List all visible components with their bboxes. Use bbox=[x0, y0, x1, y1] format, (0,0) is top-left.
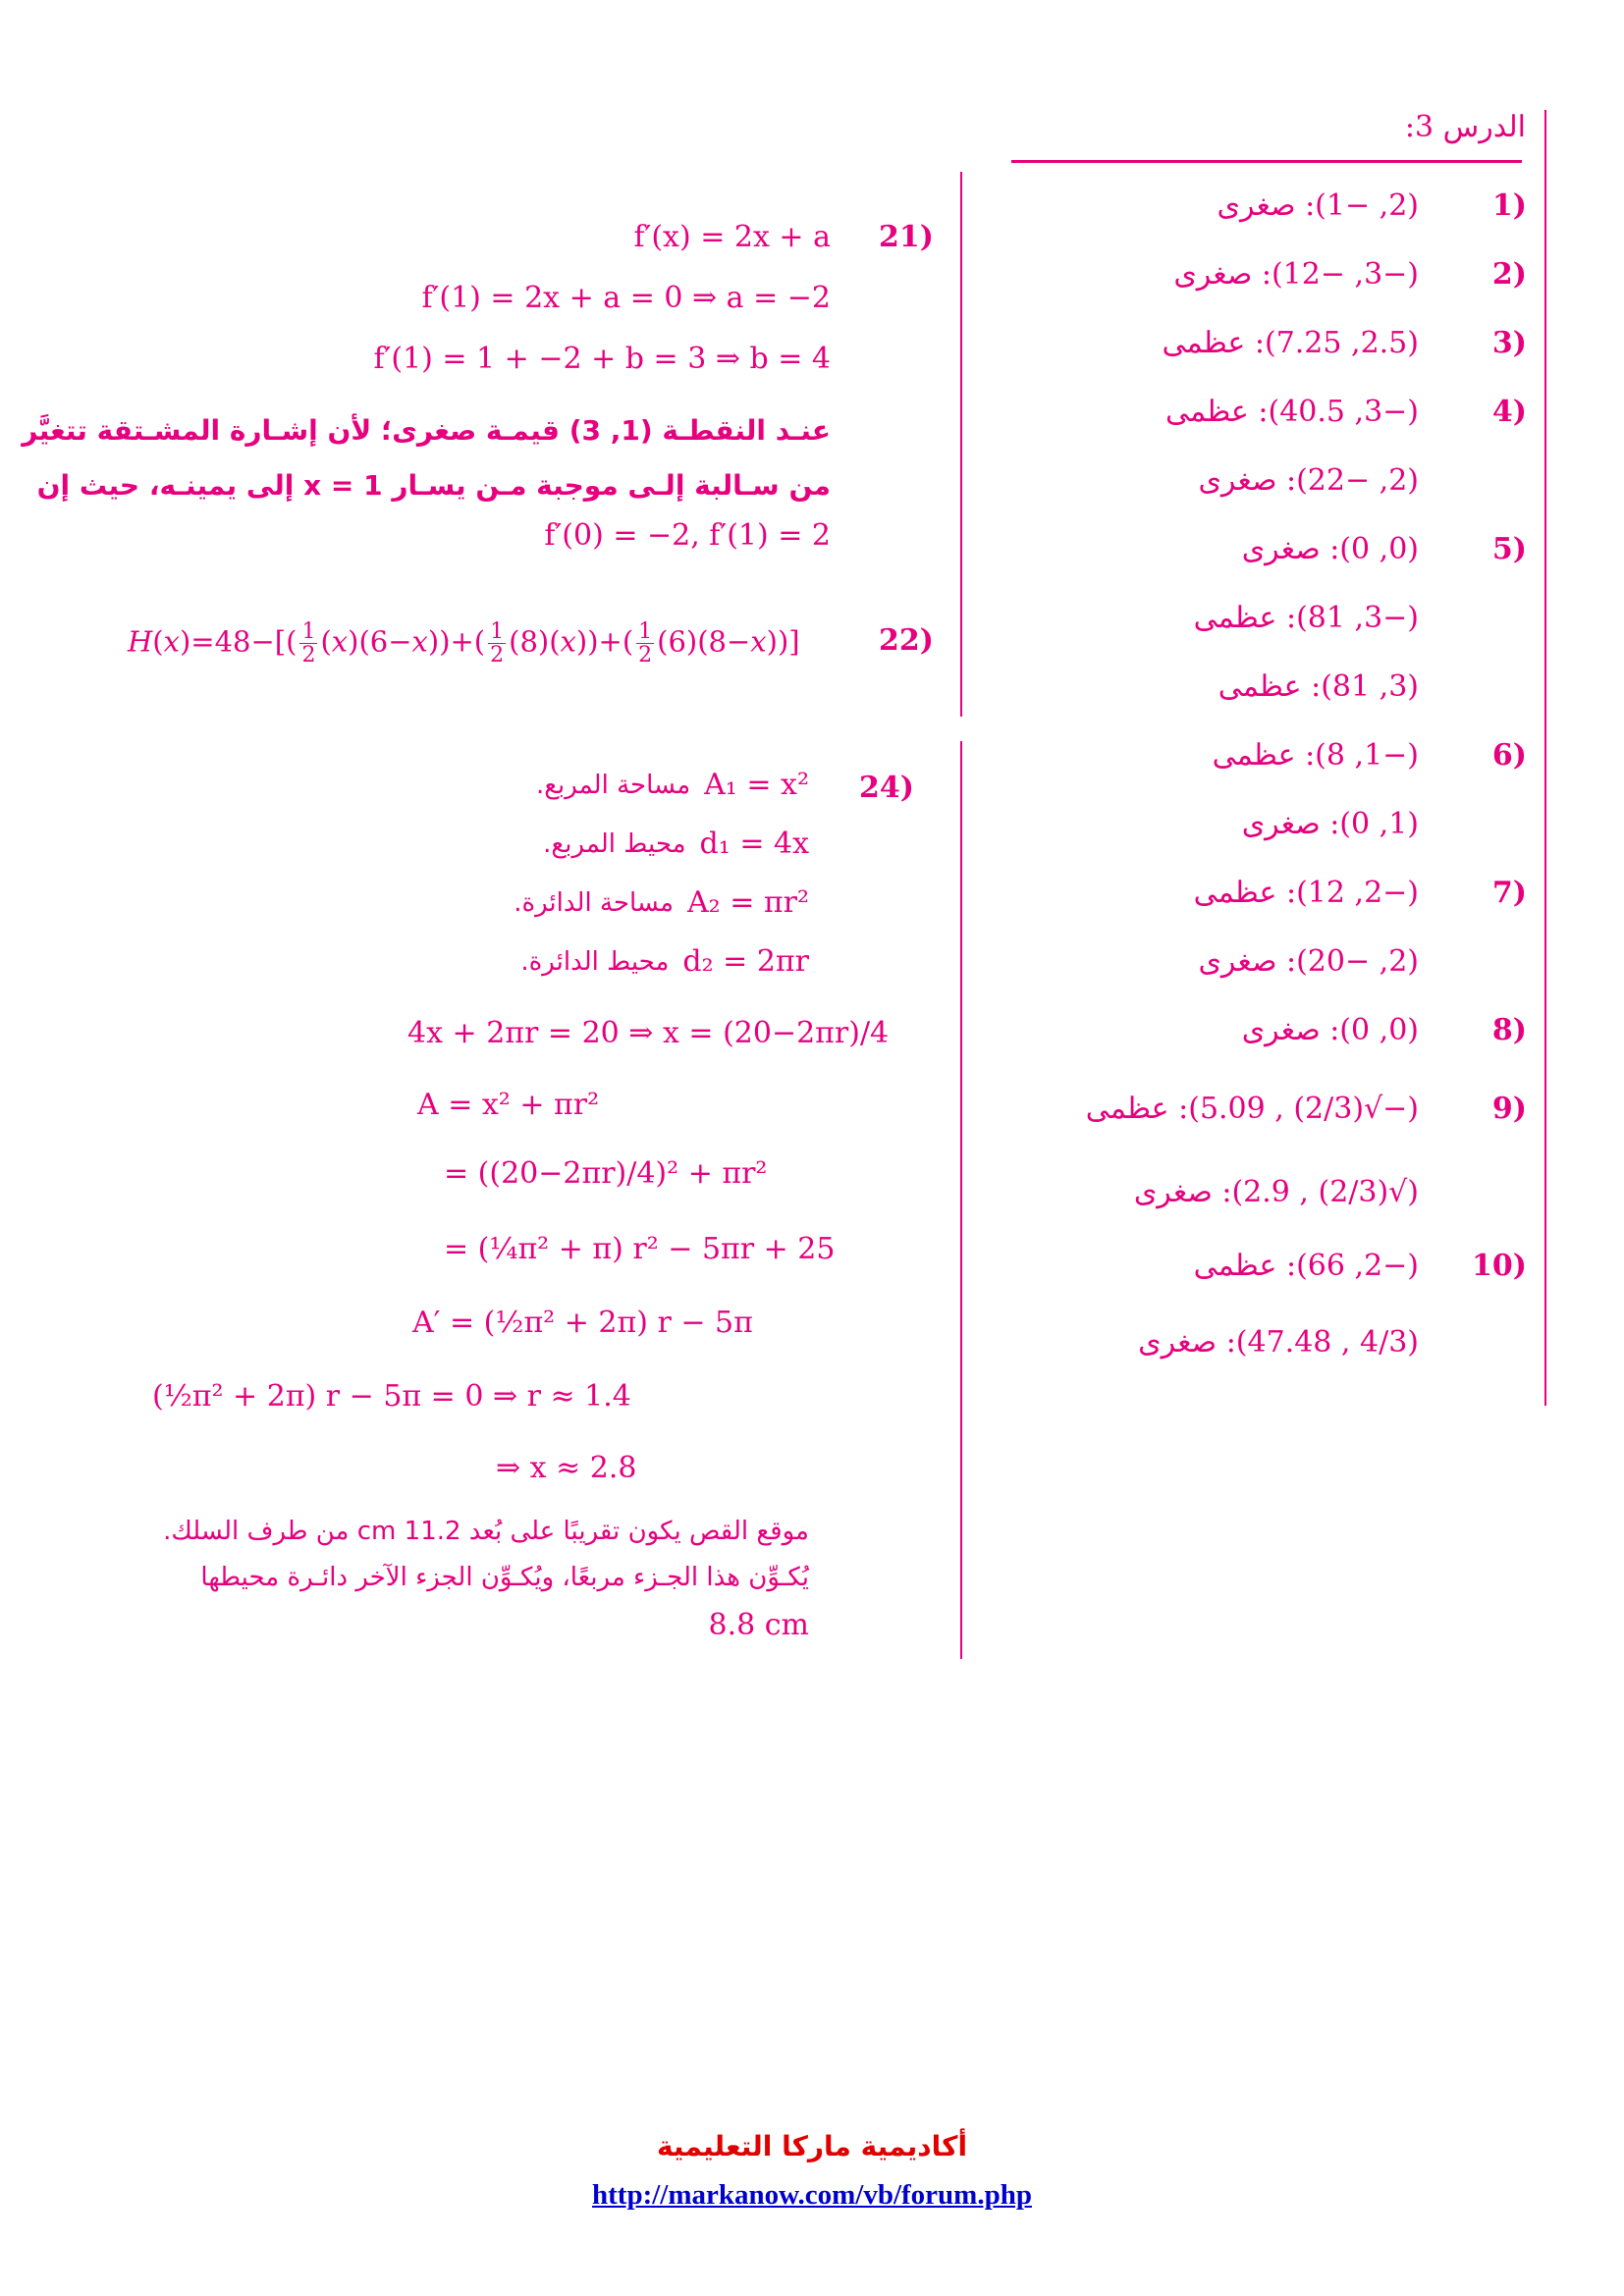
answer-value: (0, 0): صغرى bbox=[1241, 532, 1419, 566]
q24-conclusion-3: 8.8 cm bbox=[708, 1608, 809, 1642]
answer-number: 2) bbox=[1491, 257, 1527, 292]
answer-number: 6) bbox=[1491, 738, 1527, 773]
answer-row bbox=[1080, 395, 1527, 444]
answer-value: (2, −20): صغرى bbox=[1198, 944, 1419, 979]
answer-value: (2, −22): صغرى bbox=[1198, 463, 1419, 498]
q24-step-5: A′ = (½π² + 2π) r − 5π bbox=[412, 1306, 753, 1340]
answer-value: (2.5, 7.25): عظمى bbox=[1162, 326, 1419, 360]
middle-divider-top bbox=[960, 172, 962, 717]
answer-row bbox=[1080, 1325, 1527, 1374]
answer-row bbox=[1080, 944, 1527, 993]
lesson-heading: الدرس 3: bbox=[1404, 110, 1526, 144]
answer-row bbox=[1080, 1175, 1527, 1224]
q24-step-6: (½π² + 2π) r − 5π = 0 ⇒ r ≈ 1.4 bbox=[152, 1379, 631, 1414]
answer-value: (−2, 12): عظمى bbox=[1193, 876, 1419, 910]
answer-number: 10) bbox=[1472, 1249, 1527, 1283]
q21-explanation-2: من سـالبة إلـى موجبة مـن يسـار x = 1 إلى يمينـه، حيث إن bbox=[36, 469, 831, 502]
right-column-divider bbox=[1544, 110, 1546, 1406]
q24-step-2: A = x² + πr² bbox=[417, 1088, 600, 1122]
q21-derivative-values: f′(0) = −2, f′(1) = 2 bbox=[544, 518, 831, 553]
answer-row bbox=[1080, 326, 1527, 375]
middle-divider-bottom bbox=[960, 741, 962, 1659]
footer-link[interactable]: http://markanow.com/vb/forum.php bbox=[592, 2179, 1032, 2211]
answer-number: 9) bbox=[1491, 1092, 1527, 1126]
q24-step-3: = ((20−2πr)/4)² + πr² bbox=[444, 1156, 768, 1191]
answer-row bbox=[1080, 1013, 1527, 1062]
q24-def-3: مساحة الدائرة. A₂ = πr² bbox=[514, 885, 809, 920]
answer-value: (√(2/3) , 2.9): صغرى bbox=[1133, 1175, 1419, 1209]
answer-number: 5) bbox=[1491, 532, 1527, 566]
q24-step-7: ⇒ x ≈ 2.8 bbox=[496, 1451, 637, 1485]
answer-row bbox=[1080, 463, 1527, 512]
q24-def-2: محيط المربع. d₁ = 4x bbox=[543, 827, 809, 861]
q24-def-4: محيط الدائرة. d₂ = 2πr bbox=[520, 944, 809, 979]
answer-row bbox=[1080, 669, 1527, 719]
question-24-number: 24) bbox=[859, 771, 914, 805]
answer-number: 7) bbox=[1491, 876, 1527, 910]
answer-value: (0, 0): صغرى bbox=[1241, 1013, 1419, 1047]
answer-row bbox=[1080, 807, 1527, 856]
answer-value: (−2, 66): عظمى bbox=[1193, 1249, 1419, 1283]
q24-conclusion-2: يُكـوِّن هذا الجـزء مربعًا، ويُكـوِّن الجزء الآخر دائـرة محيطها bbox=[200, 1563, 809, 1592]
q21-line-1: f′(x) = 2x + a bbox=[633, 220, 831, 254]
q24-step-4: = (¼π² + π) r² − 5πr + 25 bbox=[444, 1232, 836, 1266]
q22-formula: H(x)=48−[( $\frac{1}{2}$ (x)(6−x))+( $\frac{1}{2}$ (8)(x))+( $\frac{1}{2}$ (6)(8−x))] bbox=[128, 619, 800, 668]
answer-row bbox=[1080, 1249, 1527, 1298]
footer-title: أكاديمية ماركا التعليمية bbox=[656, 2130, 968, 2163]
answer-value: (−1, 8): عظمى bbox=[1212, 738, 1419, 773]
answer-number: 3) bbox=[1491, 326, 1527, 360]
q24-def-1: مساحة المربع. A₁ = x² bbox=[535, 768, 809, 802]
heading-underline bbox=[1011, 160, 1522, 163]
answer-value: (−3, 40.5): عظمى bbox=[1164, 395, 1419, 429]
answer-value: (−3, 81): عظمى bbox=[1193, 601, 1419, 635]
answer-value: (2, −1): صغرى bbox=[1217, 188, 1419, 223]
answer-value: (4/3 , 47.48): صغرى bbox=[1138, 1325, 1419, 1360]
answer-row bbox=[1080, 532, 1527, 581]
answer-row bbox=[1080, 601, 1527, 650]
answer-row bbox=[1080, 876, 1527, 925]
question-22-number: 22) bbox=[879, 623, 934, 658]
q21-line-2: f′(1) = 2x + a = 0 ⇒ a = −2 bbox=[421, 281, 831, 315]
answer-value: (1, 0): صغرى bbox=[1241, 807, 1419, 841]
answer-row bbox=[1080, 738, 1527, 787]
q24-conclusion-1: موقع القص يكون تقريبًا على بُعد 11.2 cm من طرف السلك. bbox=[163, 1517, 809, 1546]
question-21-number: 21) bbox=[879, 220, 934, 254]
q21-explanation-1: عنـد النقطـة (1, 3) قيمـة صغرى؛ لأن إشـارة المشـتقة تتغيَّر bbox=[22, 414, 831, 447]
answer-row bbox=[1080, 257, 1527, 306]
answer-number: 8) bbox=[1491, 1013, 1527, 1047]
answer-value: (−√(2/3) , 5.09): عظمى bbox=[1085, 1092, 1419, 1126]
answer-number: 4) bbox=[1491, 395, 1527, 429]
answer-value: (−3, −12): صغرى bbox=[1173, 257, 1419, 292]
answer-value: (3, 81): عظمى bbox=[1218, 669, 1419, 704]
answer-row bbox=[1080, 1092, 1527, 1141]
q21-line-3: f′(1) = 1 + −2 + b = 3 ⇒ b = 4 bbox=[373, 342, 831, 376]
q24-step-1: 4x + 2πr = 20 ⇒ x = (20−2πr)/4 bbox=[407, 1016, 890, 1050]
answer-row bbox=[1080, 188, 1527, 238]
answer-number: 1) bbox=[1491, 188, 1527, 223]
